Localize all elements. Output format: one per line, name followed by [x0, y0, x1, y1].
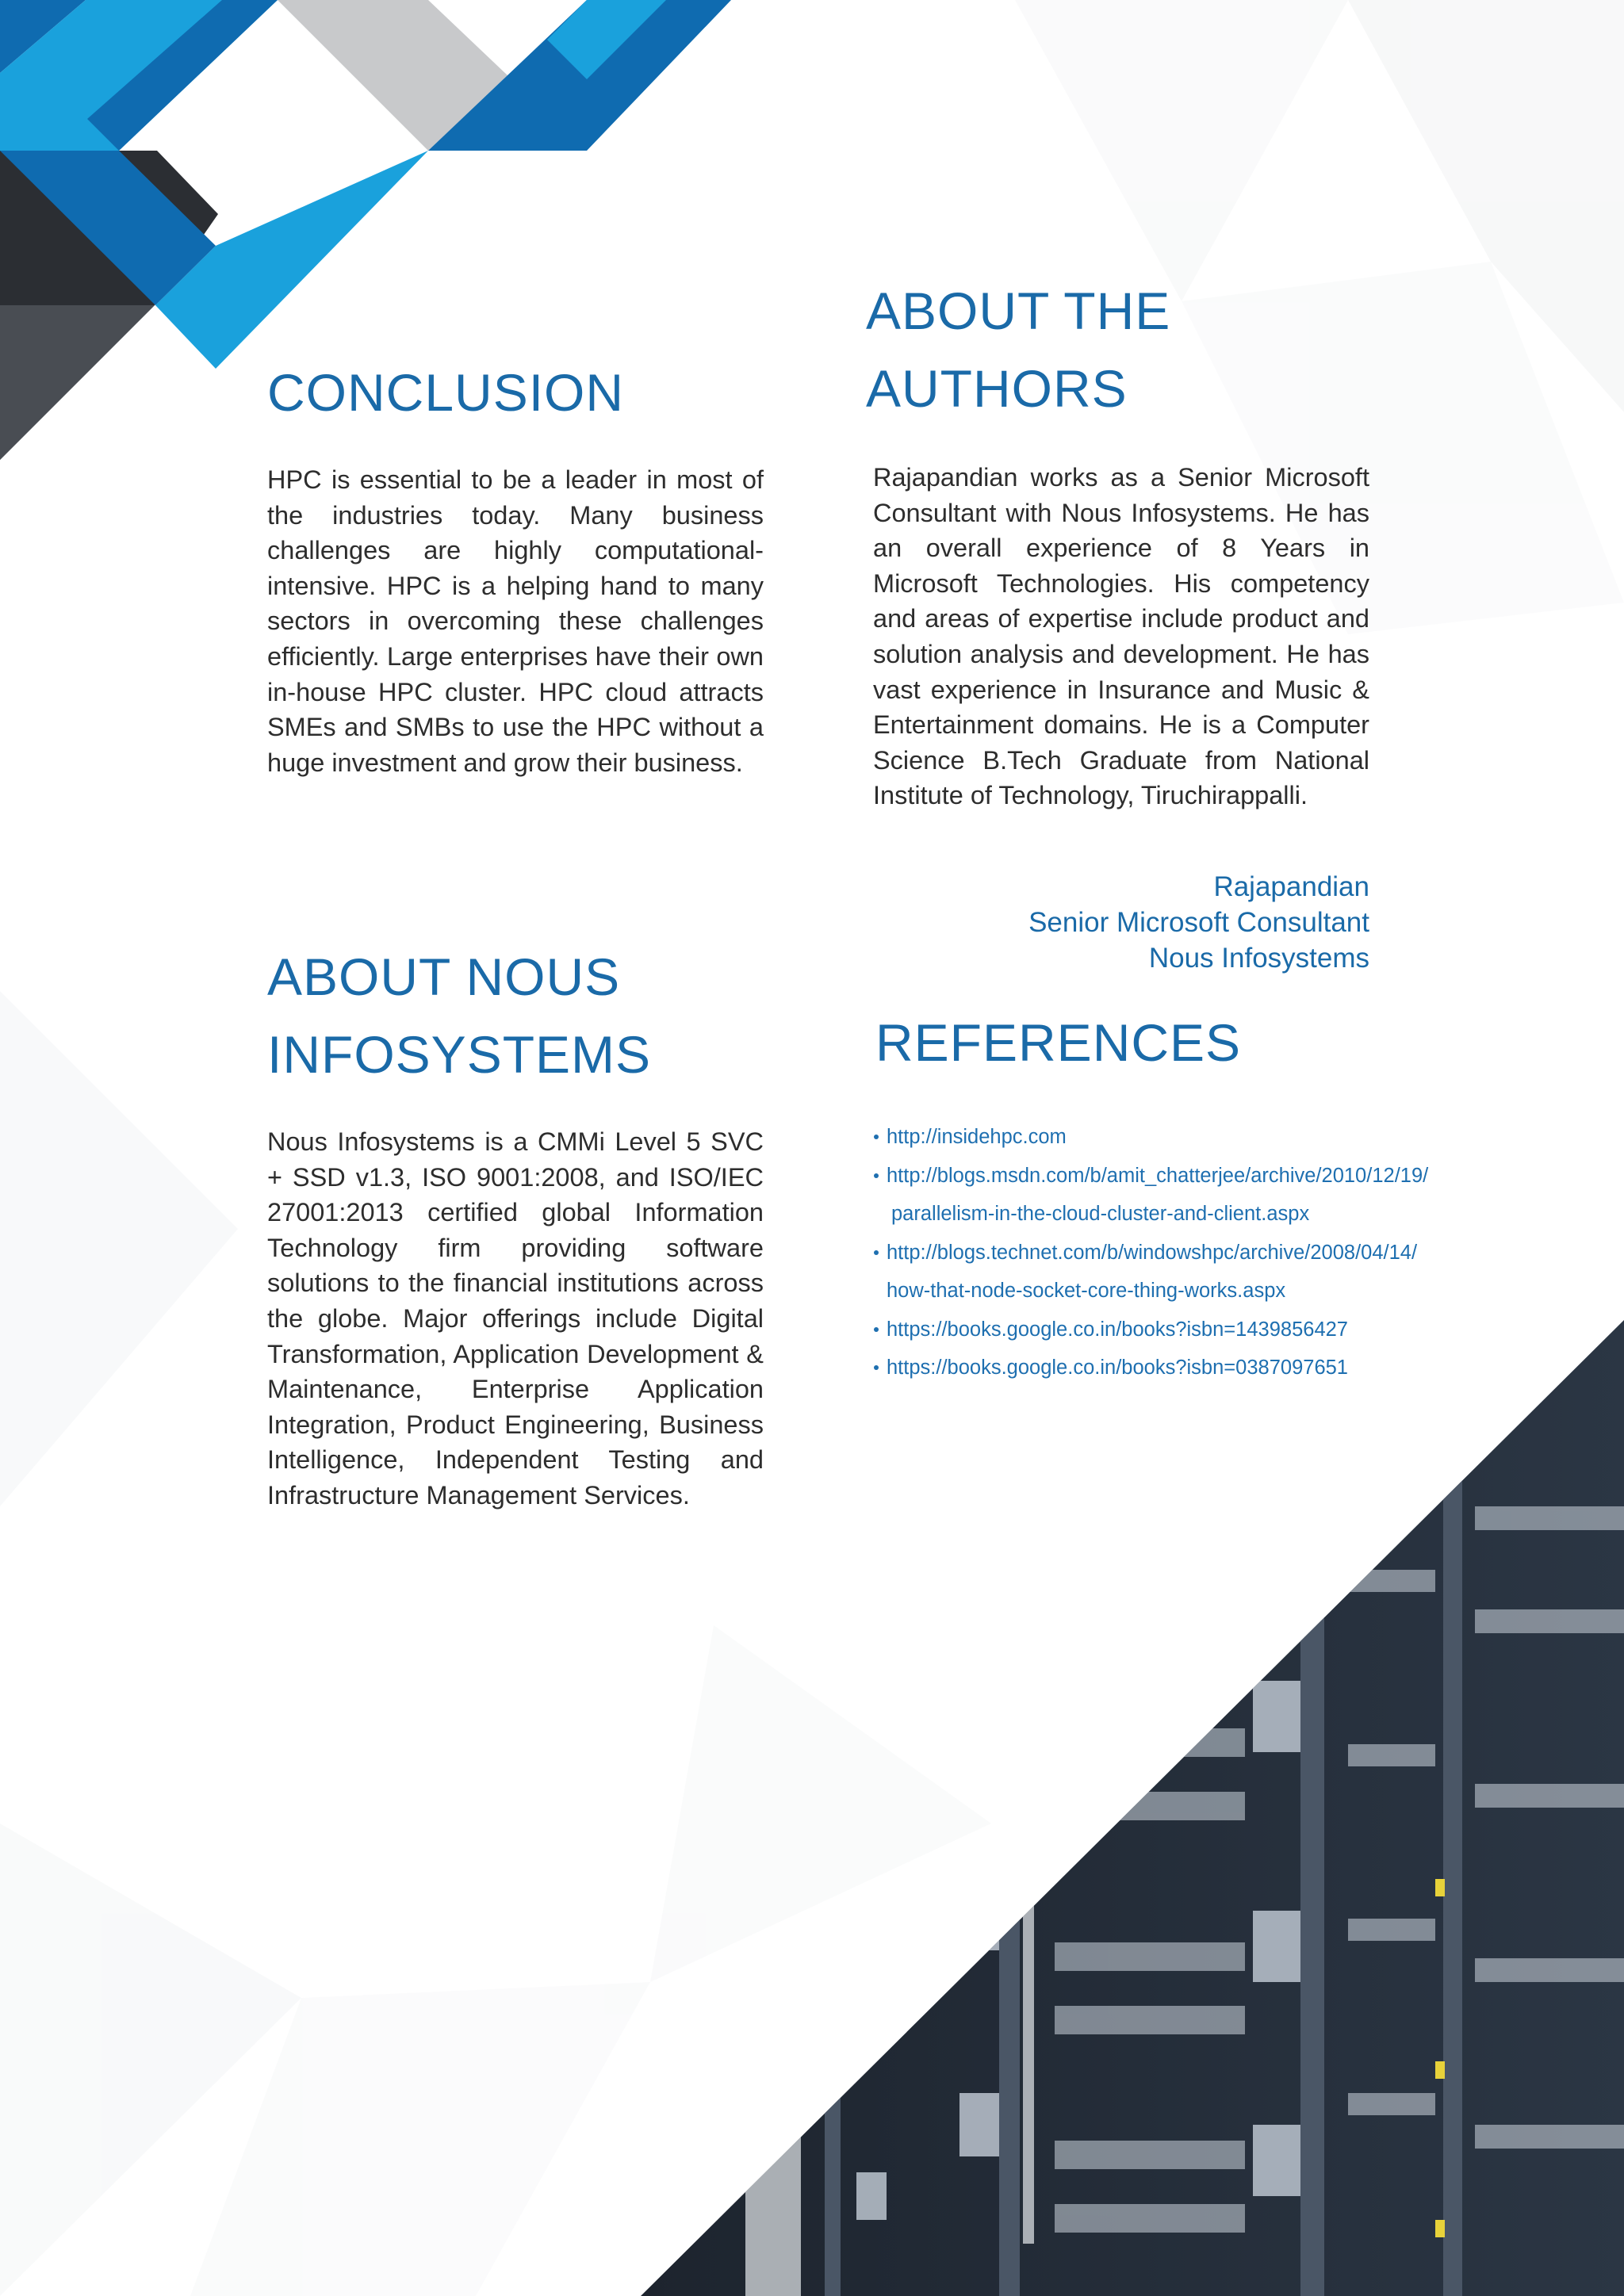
reference-item[interactable]	[874, 1118, 1588, 1157]
reference-item[interactable]	[874, 1349, 1588, 1387]
reference-link[interactable]: http://blogs.msdn.com/b/amit_chatterjee/archive/2010/12/19/	[887, 1164, 1429, 1187]
author-company: Nous Infosystems	[1148, 943, 1369, 974]
author-title: Senior Microsoft Consultant	[1028, 907, 1369, 938]
about-nous-heading	[267, 938, 651, 1093]
about-authors-heading-line2: AUTHORS	[866, 359, 1128, 418]
about-authors-heading	[866, 272, 1170, 427]
references-heading: REFERENCES	[875, 1013, 1242, 1072]
reference-link[interactable]: https://books.google.co.in/books?isbn=1439856427	[887, 1318, 1348, 1341]
about-nous-heading-line1: ABOUT NOUS	[267, 947, 621, 1006]
about-nous-heading-line2: INFOSYSTEMS	[267, 1025, 652, 1084]
reference-item[interactable]	[874, 1234, 1588, 1311]
reference-link-continuation[interactable]: how-that-node-socket-core-thing-works.aspx	[887, 1280, 1286, 1302]
author-signature	[873, 869, 1369, 976]
reference-link[interactable]: https://books.google.co.in/books?isbn=0387097651	[887, 1357, 1348, 1379]
author-name: Rajapandian	[1213, 871, 1369, 902]
reference-link-continuation[interactable]: parallelism-in-the-cloud-cluster-and-client.aspx	[891, 1203, 1310, 1225]
reference-link[interactable]: http://insidehpc.com	[887, 1126, 1067, 1148]
about-authors-heading-line1: ABOUT THE	[866, 281, 1171, 340]
conclusion-body: HPC is essential to be a leader in most of the industries today. Many business challenges are highly computational-intensive. HPC is a helping hand to many sectors in overcoming these challenges efficiently. Large enterprises have their own in-house HPC cluster. HPC cloud attracts SMEs and SMBs to use the HPC without a huge investment and grow their business.	[267, 465, 764, 777]
reference-item[interactable]	[874, 1157, 1588, 1234]
about-authors-body: Rajapandian works as a Senior Microsoft Consultant with Nous Infosystems. He has an overall experience of 8 Years in Microsoft Technologies. His competency and areas of expertise include product and solution analysis and development. He has vast experience in Insurance and Music & Entertainment domains. He is a Computer Science B.Tech Graduate from National Institute of Technology, Tiruchirappalli.	[873, 463, 1369, 810]
reference-item[interactable]	[874, 1311, 1588, 1349]
references-list	[874, 1118, 1588, 1387]
reference-link[interactable]: http://blogs.technet.com/b/windowshpc/archive/2008/04/14/	[887, 1241, 1418, 1264]
conclusion-heading: CONCLUSION	[267, 363, 625, 422]
about-nous-body: Nous Infosystems is a CMMi Level 5 SVC + SSD v1.3, ISO 9001:2008, and ISO/IEC 27001:2013 certified global Information Technology firm providing software solutions to the financial institutions across the globe. Major offerings include Digital Transformation, Application Development & Maintenance, Enterprise Application Integration, Product Engineering, Business Intelligence, Independent Testing and Infrastructure Management Services.	[267, 1127, 764, 1510]
